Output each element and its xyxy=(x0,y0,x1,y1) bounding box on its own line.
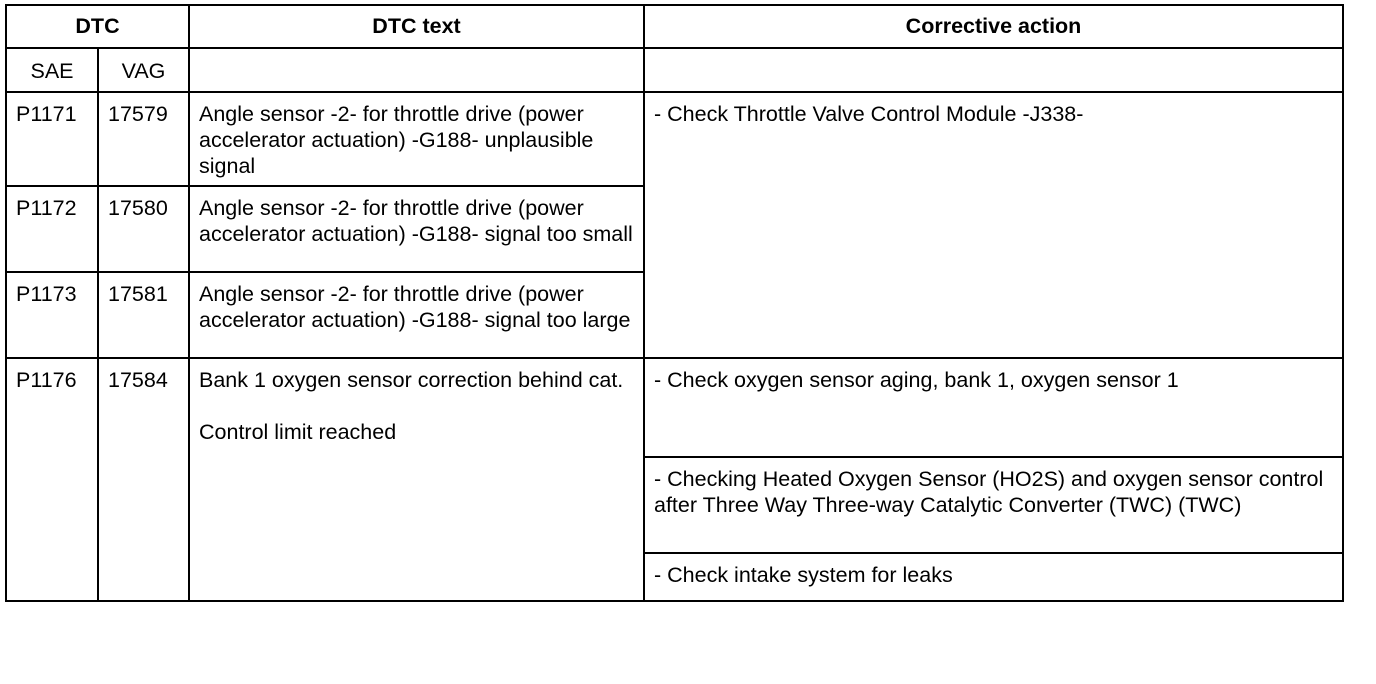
table-row xyxy=(6,358,1343,457)
corrective-action-oxygen-aging: - Check oxygen sensor aging, bank 1, oxygen sensor 1 xyxy=(644,358,1343,457)
subheader-empty-text xyxy=(189,48,644,92)
header-dtc: DTC xyxy=(6,5,189,48)
dtc-table-container xyxy=(5,4,1342,602)
vag-code: 17580 xyxy=(98,186,189,272)
header-corrective-action: Corrective action xyxy=(644,5,1343,48)
vag-code: 17584 xyxy=(98,358,189,601)
dtc-description-line: Control limit reached xyxy=(199,420,397,444)
dtc-description xyxy=(189,358,644,601)
dtc-description: Angle sensor -2- for throttle drive (power accelerator actuation) -G188- unplausible signal xyxy=(189,92,644,186)
table-row xyxy=(6,92,1343,186)
sae-code: P1172 xyxy=(6,186,98,272)
subheader-row xyxy=(6,48,1343,92)
dtc-description-line: Bank 1 oxygen sensor correction behind cat. xyxy=(199,368,624,392)
sae-code: P1176 xyxy=(6,358,98,601)
dtc-description: Angle sensor -2- for throttle drive (power accelerator actuation) -G188- signal too large xyxy=(189,272,644,358)
sae-code: P1173 xyxy=(6,272,98,358)
subheader-vag: VAG xyxy=(98,48,189,92)
subheader-empty-action xyxy=(644,48,1343,92)
header-row xyxy=(6,5,1343,48)
dtc-table xyxy=(5,4,1344,602)
sae-code: P1171 xyxy=(6,92,98,186)
vag-code: 17581 xyxy=(98,272,189,358)
corrective-action-intake: - Check intake system for leaks xyxy=(644,553,1343,601)
header-dtc-text: DTC text xyxy=(189,5,644,48)
dtc-description: Angle sensor -2- for throttle drive (power accelerator actuation) -G188- signal too small xyxy=(189,186,644,272)
vag-code: 17579 xyxy=(98,92,189,186)
corrective-action-throttle: - Check Throttle Valve Control Module -J338- xyxy=(644,92,1343,358)
corrective-action-ho2s: - Checking Heated Oxygen Sensor (HO2S) and oxygen sensor control after Three Way Three-way Catalytic Converter (TWC) (TWC) xyxy=(644,457,1343,553)
subheader-sae: SAE xyxy=(6,48,98,92)
